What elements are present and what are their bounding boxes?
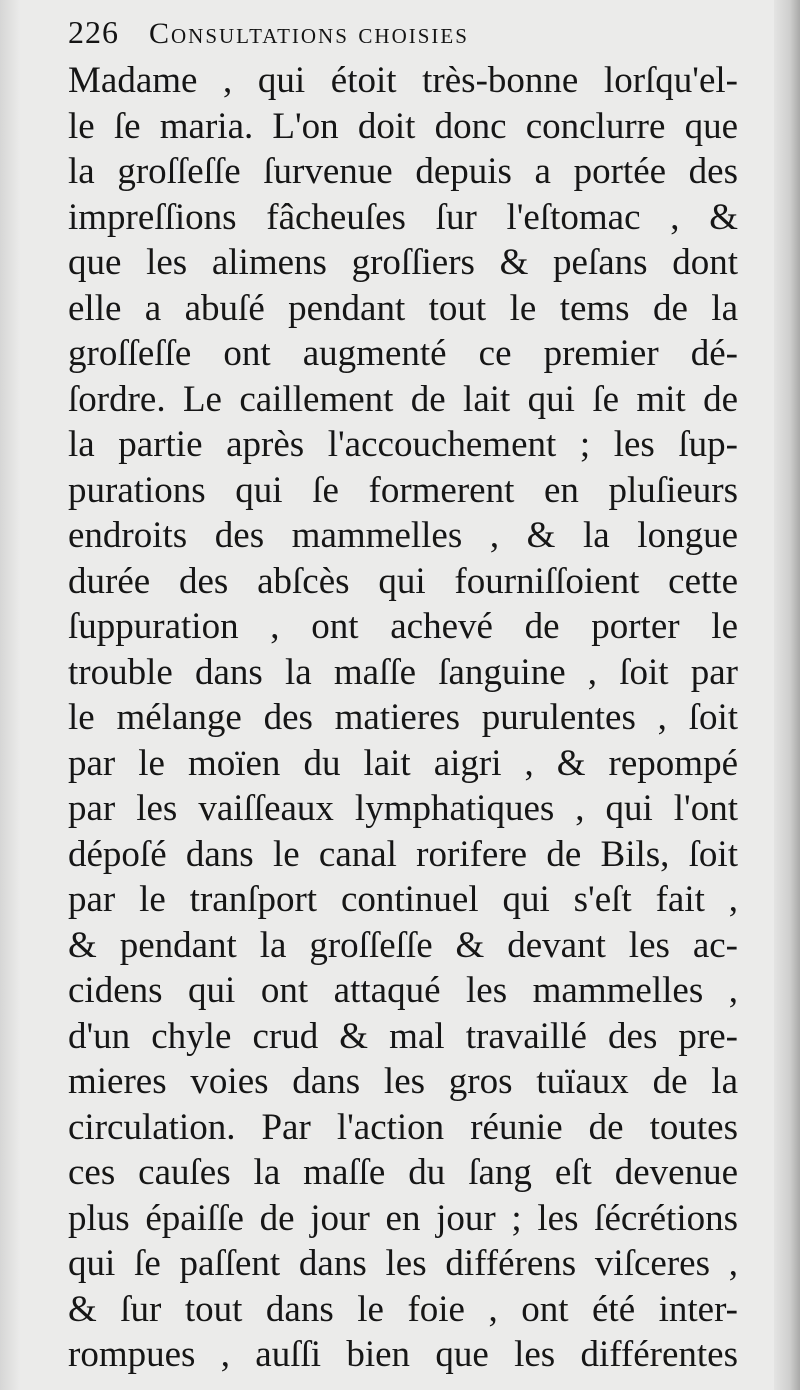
text-line: & ſur tout dans le foie , ont été inter-	[68, 1288, 738, 1330]
page-gutter	[0, 0, 20, 1390]
text-line: que les alimens groſſiers & peſans dont	[68, 242, 738, 283]
text-line: trouble dans la maſſe ſanguine , ſoit par	[68, 651, 738, 693]
text-line: la groſſeſſe ſurvenue depuis a portée des	[68, 151, 738, 192]
text-line: ſuppuration , ont achevé de porter le	[68, 606, 738, 647]
text-line: circulation. Par l'action réunie de toutes	[68, 1106, 738, 1148]
text-line: mieres voies dans les gros tuïaux de la	[68, 1061, 738, 1102]
text-line: durée des abſcès qui fourniſſoient cette	[68, 560, 738, 602]
text-line: impreſſions fâcheuſes ſur l'eſtomac , &	[68, 196, 738, 238]
text-line: la partie après l'accouchement ; les ſup-	[68, 424, 738, 465]
text-line: par le tranſport continuel qui s'eſt fait ,	[68, 879, 738, 920]
text-line: rompues , auſſi bien que les différentes	[68, 1334, 738, 1375]
page-number: 226	[68, 14, 119, 50]
text-line: par le moïen du lait aigri , & repompé	[68, 742, 738, 784]
text-line: cidens qui ont attaqué les mammelles ,	[68, 970, 738, 1011]
text-line: par les vaiſſeaux lymphatiques , qui l'ont	[68, 788, 738, 829]
text-line: endroits des mammelles , & la longue	[68, 515, 738, 556]
text-line: d'un chyle crud & mal travaillé des pre-	[68, 1015, 738, 1057]
text-line: ces cauſes la maſſe du ſang eſt devenue	[68, 1152, 738, 1193]
text-line: ſordre. Le caillement de lait qui ſe mit de	[68, 378, 738, 420]
page-header	[68, 14, 748, 58]
text-line: purations qui ſe formerent en pluſieurs	[68, 469, 738, 511]
text-line: le mélange des matieres purulentes , ſoit	[68, 697, 738, 738]
page-edge-shadow	[774, 0, 800, 1390]
text-line: plus épaiſſe de jour en jour ; les ſécrétions	[68, 1197, 738, 1239]
running-title: Consultations choisies	[149, 17, 469, 50]
text-line: groſſeſſe ont augmenté ce premier dé-	[68, 333, 738, 374]
body-text	[68, 58, 738, 1378]
text-line: Madame , qui étoit très-bonne lorſqu'el-	[68, 60, 738, 101]
text-line: & pendant la groſſeſſe & devant les ac-	[68, 924, 738, 966]
text-line: le ſe maria. L'on doit donc conclurre que	[68, 105, 738, 147]
text-line: dépoſé dans le canal rorifere de Bils, ſoit	[68, 833, 738, 875]
text-line: qui ſe paſſent dans les différens viſceres ,	[68, 1243, 738, 1284]
text-line: elle a abuſé pendant tout le tems de la	[68, 287, 738, 329]
